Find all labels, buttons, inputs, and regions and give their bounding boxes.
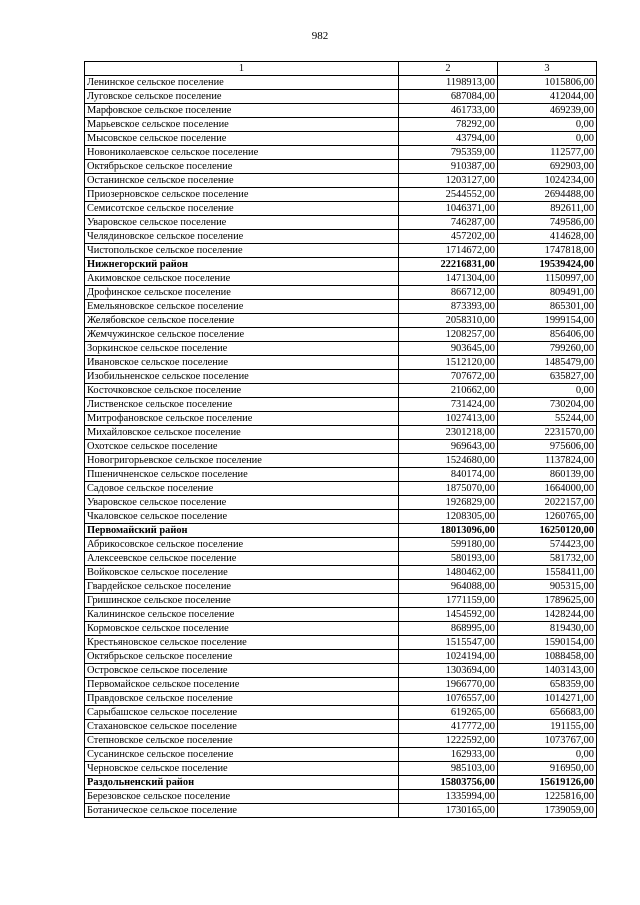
settlement-name-cell: Октябрьское сельское поселение: [85, 650, 399, 664]
table-header: [85, 62, 597, 76]
settlement-name-cell: Крестьяновское сельское поселение: [85, 636, 399, 650]
value-column-3-cell: 581732,00: [498, 552, 597, 566]
value-column-3-cell: 1073767,00: [498, 734, 597, 748]
settlement-name-cell: Первомайский район: [85, 524, 399, 538]
table-row: [85, 76, 597, 90]
value-column-3-cell: 1485479,00: [498, 356, 597, 370]
header-row: [85, 62, 597, 76]
value-column-2-cell: 707672,00: [399, 370, 498, 384]
value-column-3-cell: 19539424,00: [498, 258, 597, 272]
settlement-name-cell: Семисотское сельское поселение: [85, 202, 399, 216]
settlement-name-cell: Останинское сельское поселение: [85, 174, 399, 188]
settlement-name-cell: Алексеевское сельское поселение: [85, 552, 399, 566]
value-column-2-cell: 162933,00: [399, 748, 498, 762]
value-column-2-cell: 580193,00: [399, 552, 498, 566]
value-column-2-cell: 1454592,00: [399, 608, 498, 622]
table-row: [85, 300, 597, 314]
value-column-2-cell: 1771159,00: [399, 594, 498, 608]
value-column-2-cell: 1966770,00: [399, 678, 498, 692]
value-column-3-cell: 1789625,00: [498, 594, 597, 608]
table-row: [85, 804, 597, 818]
table-row: [85, 398, 597, 412]
value-column-3-cell: 1225816,00: [498, 790, 597, 804]
value-column-3-cell: 749586,00: [498, 216, 597, 230]
table-row: [85, 328, 597, 342]
value-column-3-cell: 1590154,00: [498, 636, 597, 650]
value-column-2-cell: 210662,00: [399, 384, 498, 398]
settlement-name-cell: Уваровское сельское поселение: [85, 496, 399, 510]
value-column-2-cell: 619265,00: [399, 706, 498, 720]
value-column-3-cell: 658359,00: [498, 678, 597, 692]
value-column-3-cell: 15619126,00: [498, 776, 597, 790]
value-column-3-cell: 865301,00: [498, 300, 597, 314]
table-row: [85, 426, 597, 440]
settlement-name-cell: Первомайское сельское поселение: [85, 678, 399, 692]
table-row: [85, 118, 597, 132]
settlement-name-cell: Челядиновское сельское поселение: [85, 230, 399, 244]
table-row: [85, 342, 597, 356]
table-row: [85, 594, 597, 608]
value-column-2-cell: 1730165,00: [399, 804, 498, 818]
value-column-3-cell: 799260,00: [498, 342, 597, 356]
table-row: [85, 566, 597, 580]
value-column-3-cell: 892611,00: [498, 202, 597, 216]
value-column-3-cell: 112577,00: [498, 146, 597, 160]
value-column-3-cell: 1014271,00: [498, 692, 597, 706]
value-column-2-cell: 2544552,00: [399, 188, 498, 202]
settlement-name-cell: Садовое сельское поселение: [85, 482, 399, 496]
settlement-name-cell: Пшеничненское сельское поселение: [85, 468, 399, 482]
settlement-name-cell: Ботаническое сельское поселение: [85, 804, 399, 818]
settlement-name-cell: Луговское сельское поселение: [85, 90, 399, 104]
value-column-3-cell: 905315,00: [498, 580, 597, 594]
value-column-2-cell: 964088,00: [399, 580, 498, 594]
value-column-2-cell: 22216831,00: [399, 258, 498, 272]
settlement-name-cell: Степновское сельское поселение: [85, 734, 399, 748]
value-column-2-cell: 417772,00: [399, 720, 498, 734]
value-column-2-cell: 731424,00: [399, 398, 498, 412]
settlement-name-cell: Емельяновское сельское поселение: [85, 300, 399, 314]
value-column-2-cell: 78292,00: [399, 118, 498, 132]
value-column-3-cell: 0,00: [498, 132, 597, 146]
table-row: [85, 202, 597, 216]
table-row: [85, 188, 597, 202]
settlement-name-cell: Калининское сельское поселение: [85, 608, 399, 622]
settlement-name-cell: Михайловское сельское поселение: [85, 426, 399, 440]
settlement-name-cell: Косточковское сельское поселение: [85, 384, 399, 398]
settlement-name-cell: Жемчужинское сельское поселение: [85, 328, 399, 342]
table-row: [85, 482, 597, 496]
table-row: [85, 734, 597, 748]
settlement-name-cell: Ленинское сельское поселение: [85, 76, 399, 90]
settlement-name-cell: Желябовское сельское поселение: [85, 314, 399, 328]
value-column-2-cell: 1714672,00: [399, 244, 498, 258]
value-column-2-cell: 910387,00: [399, 160, 498, 174]
settlement-name-cell: Чистопольское сельское поселение: [85, 244, 399, 258]
settlement-name-cell: Островское сельское поселение: [85, 664, 399, 678]
settlement-name-cell: Стахановское сельское поселение: [85, 720, 399, 734]
value-column-3-cell: 856406,00: [498, 328, 597, 342]
value-column-2-cell: 15803756,00: [399, 776, 498, 790]
value-column-3-cell: 1428244,00: [498, 608, 597, 622]
value-column-3-cell: 574423,00: [498, 538, 597, 552]
table-row: [85, 692, 597, 706]
value-column-2-cell: 1471304,00: [399, 272, 498, 286]
settlement-name-cell: Охотское сельское поселение: [85, 440, 399, 454]
value-column-2-cell: 840174,00: [399, 468, 498, 482]
value-column-3-cell: 1403143,00: [498, 664, 597, 678]
table-row: [85, 370, 597, 384]
settlement-name-cell: Кормовское сельское поселение: [85, 622, 399, 636]
column-header-3: 3: [498, 62, 597, 76]
value-column-2-cell: 903645,00: [399, 342, 498, 356]
value-column-2-cell: 1076557,00: [399, 692, 498, 706]
value-column-2-cell: 1480462,00: [399, 566, 498, 580]
value-column-3-cell: 1260765,00: [498, 510, 597, 524]
value-column-2-cell: 969643,00: [399, 440, 498, 454]
table-row: [85, 650, 597, 664]
value-column-2-cell: 1512120,00: [399, 356, 498, 370]
value-column-3-cell: 635827,00: [498, 370, 597, 384]
value-column-3-cell: 975606,00: [498, 440, 597, 454]
table-row: [85, 90, 597, 104]
table-row: [85, 762, 597, 776]
settlement-name-cell: Приозерновское сельское поселение: [85, 188, 399, 202]
settlement-name-cell: Марфовское сельское поселение: [85, 104, 399, 118]
value-column-2-cell: 1515547,00: [399, 636, 498, 650]
settlement-name-cell: Ивановское сельское поселение: [85, 356, 399, 370]
table-row: [85, 636, 597, 650]
settlement-name-cell: Сарыбашское сельское поселение: [85, 706, 399, 720]
value-column-3-cell: 414628,00: [498, 230, 597, 244]
value-column-2-cell: 1335994,00: [399, 790, 498, 804]
table-row: [85, 104, 597, 118]
column-header-2: 2: [399, 62, 498, 76]
value-column-2-cell: 1303694,00: [399, 664, 498, 678]
value-column-2-cell: 746287,00: [399, 216, 498, 230]
table-row: [85, 664, 597, 678]
budget-table: [84, 61, 597, 818]
value-column-2-cell: 1208257,00: [399, 328, 498, 342]
value-column-3-cell: 730204,00: [498, 398, 597, 412]
table-row: [85, 132, 597, 146]
settlement-name-cell: Березовское сельское поселение: [85, 790, 399, 804]
settlement-name-cell: Мысовское сельское поселение: [85, 132, 399, 146]
settlement-name-cell: Правдовское сельское поселение: [85, 692, 399, 706]
settlement-name-cell: Лиственское сельское поселение: [85, 398, 399, 412]
settlement-name-cell: Нижнегорский район: [85, 258, 399, 272]
value-column-2-cell: 1046371,00: [399, 202, 498, 216]
value-column-2-cell: 1524680,00: [399, 454, 498, 468]
settlement-name-cell: Новогригорьевское сельское поселение: [85, 454, 399, 468]
value-column-2-cell: 599180,00: [399, 538, 498, 552]
value-column-3-cell: 1739059,00: [498, 804, 597, 818]
value-column-2-cell: 457202,00: [399, 230, 498, 244]
value-column-3-cell: 916950,00: [498, 762, 597, 776]
table-row: [85, 720, 597, 734]
settlement-name-cell: Акимовское сельское поселение: [85, 272, 399, 286]
table-row: [85, 608, 597, 622]
settlement-name-cell: Марьевское сельское поселение: [85, 118, 399, 132]
page-number: 982: [311, 30, 329, 42]
table-row: [85, 314, 597, 328]
table-row: [85, 412, 597, 426]
value-column-2-cell: 687084,00: [399, 90, 498, 104]
value-column-2-cell: 1027413,00: [399, 412, 498, 426]
table-row: [85, 468, 597, 482]
value-column-2-cell: 1208305,00: [399, 510, 498, 524]
value-column-2-cell: 868995,00: [399, 622, 498, 636]
value-column-3-cell: 1664000,00: [498, 482, 597, 496]
settlement-name-cell: Зоркинское сельское поселение: [85, 342, 399, 356]
value-column-2-cell: 866712,00: [399, 286, 498, 300]
settlement-name-cell: Чкаловское сельское поселение: [85, 510, 399, 524]
table-row: [85, 244, 597, 258]
settlement-name-cell: Новониколаевское сельское поселение: [85, 146, 399, 160]
value-column-3-cell: 469239,00: [498, 104, 597, 118]
value-column-3-cell: 0,00: [498, 748, 597, 762]
settlement-name-cell: Гришинское сельское поселение: [85, 594, 399, 608]
value-column-3-cell: 809491,00: [498, 286, 597, 300]
value-column-2-cell: 795359,00: [399, 146, 498, 160]
value-column-3-cell: 1999154,00: [498, 314, 597, 328]
value-column-2-cell: 2301218,00: [399, 426, 498, 440]
value-column-2-cell: 1198913,00: [399, 76, 498, 90]
value-column-2-cell: 1222592,00: [399, 734, 498, 748]
value-column-3-cell: 860139,00: [498, 468, 597, 482]
value-column-3-cell: 55244,00: [498, 412, 597, 426]
value-column-2-cell: 1926829,00: [399, 496, 498, 510]
value-column-3-cell: 692903,00: [498, 160, 597, 174]
value-column-3-cell: 1088458,00: [498, 650, 597, 664]
value-column-3-cell: 1558411,00: [498, 566, 597, 580]
value-column-2-cell: 873393,00: [399, 300, 498, 314]
table-row: [85, 622, 597, 636]
table-row: [85, 678, 597, 692]
table-row: [85, 510, 597, 524]
value-column-2-cell: 1203127,00: [399, 174, 498, 188]
value-column-3-cell: 1015806,00: [498, 76, 597, 90]
table-row: [85, 286, 597, 300]
settlement-name-cell: Войковское сельское поселение: [85, 566, 399, 580]
value-column-3-cell: 1747818,00: [498, 244, 597, 258]
district-total-row: [85, 776, 597, 790]
district-total-row: [85, 258, 597, 272]
table-row: [85, 356, 597, 370]
value-column-2-cell: 461733,00: [399, 104, 498, 118]
settlement-name-cell: Абрикосовское сельское поселение: [85, 538, 399, 552]
settlement-name-cell: Изобильненское сельское поселение: [85, 370, 399, 384]
value-column-3-cell: 656683,00: [498, 706, 597, 720]
column-header-1: 1: [85, 62, 399, 76]
table-row: [85, 706, 597, 720]
value-column-3-cell: 0,00: [498, 118, 597, 132]
settlement-name-cell: Октябрьское сельское поселение: [85, 160, 399, 174]
value-column-2-cell: 1875070,00: [399, 482, 498, 496]
value-column-3-cell: 819430,00: [498, 622, 597, 636]
value-column-3-cell: 2694488,00: [498, 188, 597, 202]
table-row: [85, 174, 597, 188]
value-column-3-cell: 191155,00: [498, 720, 597, 734]
table-row: [85, 454, 597, 468]
value-column-3-cell: 16250120,00: [498, 524, 597, 538]
table-row: [85, 748, 597, 762]
value-column-2-cell: 43794,00: [399, 132, 498, 146]
value-column-2-cell: 2058310,00: [399, 314, 498, 328]
table-row: [85, 216, 597, 230]
table-row: [85, 538, 597, 552]
value-column-3-cell: 1024234,00: [498, 174, 597, 188]
table-row: [85, 552, 597, 566]
table-body: [85, 76, 597, 818]
value-column-3-cell: 1137824,00: [498, 454, 597, 468]
table-row: [85, 230, 597, 244]
table-row: [85, 272, 597, 286]
value-column-2-cell: 18013096,00: [399, 524, 498, 538]
table-row: [85, 440, 597, 454]
district-total-row: [85, 524, 597, 538]
value-column-2-cell: 985103,00: [399, 762, 498, 776]
settlement-name-cell: Раздольненский район: [85, 776, 399, 790]
value-column-3-cell: 2022157,00: [498, 496, 597, 510]
value-column-3-cell: 0,00: [498, 384, 597, 398]
value-column-3-cell: 1150997,00: [498, 272, 597, 286]
table-row: [85, 146, 597, 160]
table-row: [85, 384, 597, 398]
value-column-3-cell: 412044,00: [498, 90, 597, 104]
settlement-name-cell: Гвардейское сельское поселение: [85, 580, 399, 594]
value-column-2-cell: 1024194,00: [399, 650, 498, 664]
settlement-name-cell: Митрофановское сельское поселение: [85, 412, 399, 426]
table-row: [85, 790, 597, 804]
value-column-3-cell: 2231570,00: [498, 426, 597, 440]
table-row: [85, 496, 597, 510]
table-row: [85, 160, 597, 174]
table-row: [85, 580, 597, 594]
settlement-name-cell: Дрофинское сельское поселение: [85, 286, 399, 300]
settlement-name-cell: Уваровское сельское поселение: [85, 216, 399, 230]
settlement-name-cell: Сусанинское сельское поселение: [85, 748, 399, 762]
settlement-name-cell: Черновское сельское поселение: [85, 762, 399, 776]
